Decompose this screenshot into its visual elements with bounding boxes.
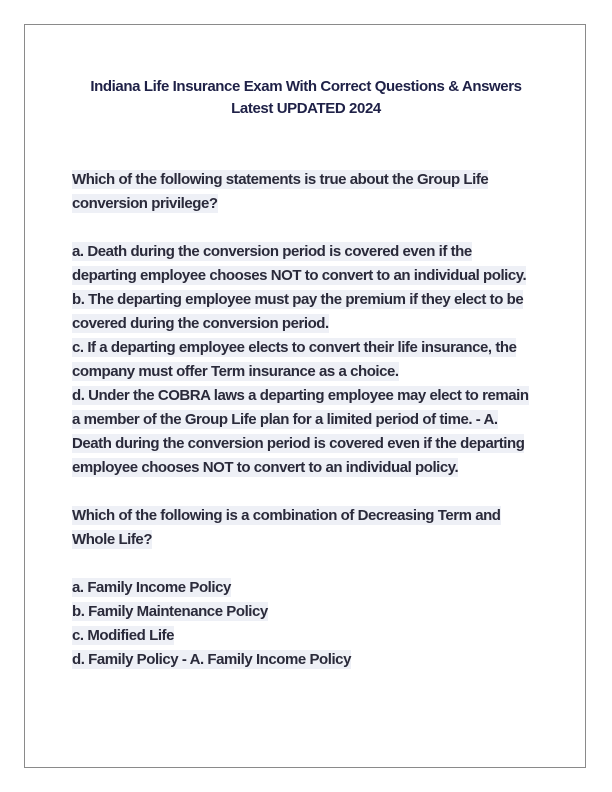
answer-text (72, 576, 542, 672)
title-line: Indiana Life Insurance Exam With Correct Questions & Answers (90, 78, 522, 95)
question-text (72, 168, 542, 216)
answer-line: d. Under the COBRA laws a departing employee may elect to remain (72, 387, 529, 404)
question-line: Which of the following statements is true about the Group Life (72, 171, 489, 188)
answer-line: Death during the conversion period is covered even if the departing (72, 435, 525, 452)
answer-text (72, 240, 542, 480)
answer-line: covered during the conversion period. (72, 315, 329, 332)
answer-line: d. Family Policy - A. Family Income Policy (72, 651, 351, 668)
question-line: conversion privilege? (72, 195, 218, 212)
answer-line: c. If a departing employee elects to convert their life insurance, the (72, 339, 517, 356)
question-line: Whole Life? (72, 531, 153, 548)
question-text (72, 504, 542, 552)
title-line: Latest UPDATED 2024 (231, 100, 381, 117)
answer-line: a member of the Group Life plan for a limited period of time. - A. (72, 411, 498, 428)
answer-line: employee chooses NOT to convert to an individual policy. (72, 459, 459, 476)
answer-line: a. Death during the conversion period is covered even if the (72, 243, 472, 260)
question-line: Which of the following is a combination of Decreasing Term and (72, 507, 501, 524)
answer-line: c. Modified Life (72, 627, 174, 644)
question-block (72, 168, 542, 480)
answer-line: b. The departing employee must pay the premium if they elect to be (72, 291, 524, 308)
answer-line: a. Family Income Policy (72, 579, 231, 596)
answer-line: b. Family Maintenance Policy (72, 603, 268, 620)
document-title (24, 76, 588, 120)
document-body (72, 168, 542, 672)
answer-line: departing employee chooses NOT to convert to an individual policy. (72, 267, 527, 284)
question-block (72, 504, 542, 672)
answer-line: company must offer Term insurance as a choice. (72, 363, 399, 380)
